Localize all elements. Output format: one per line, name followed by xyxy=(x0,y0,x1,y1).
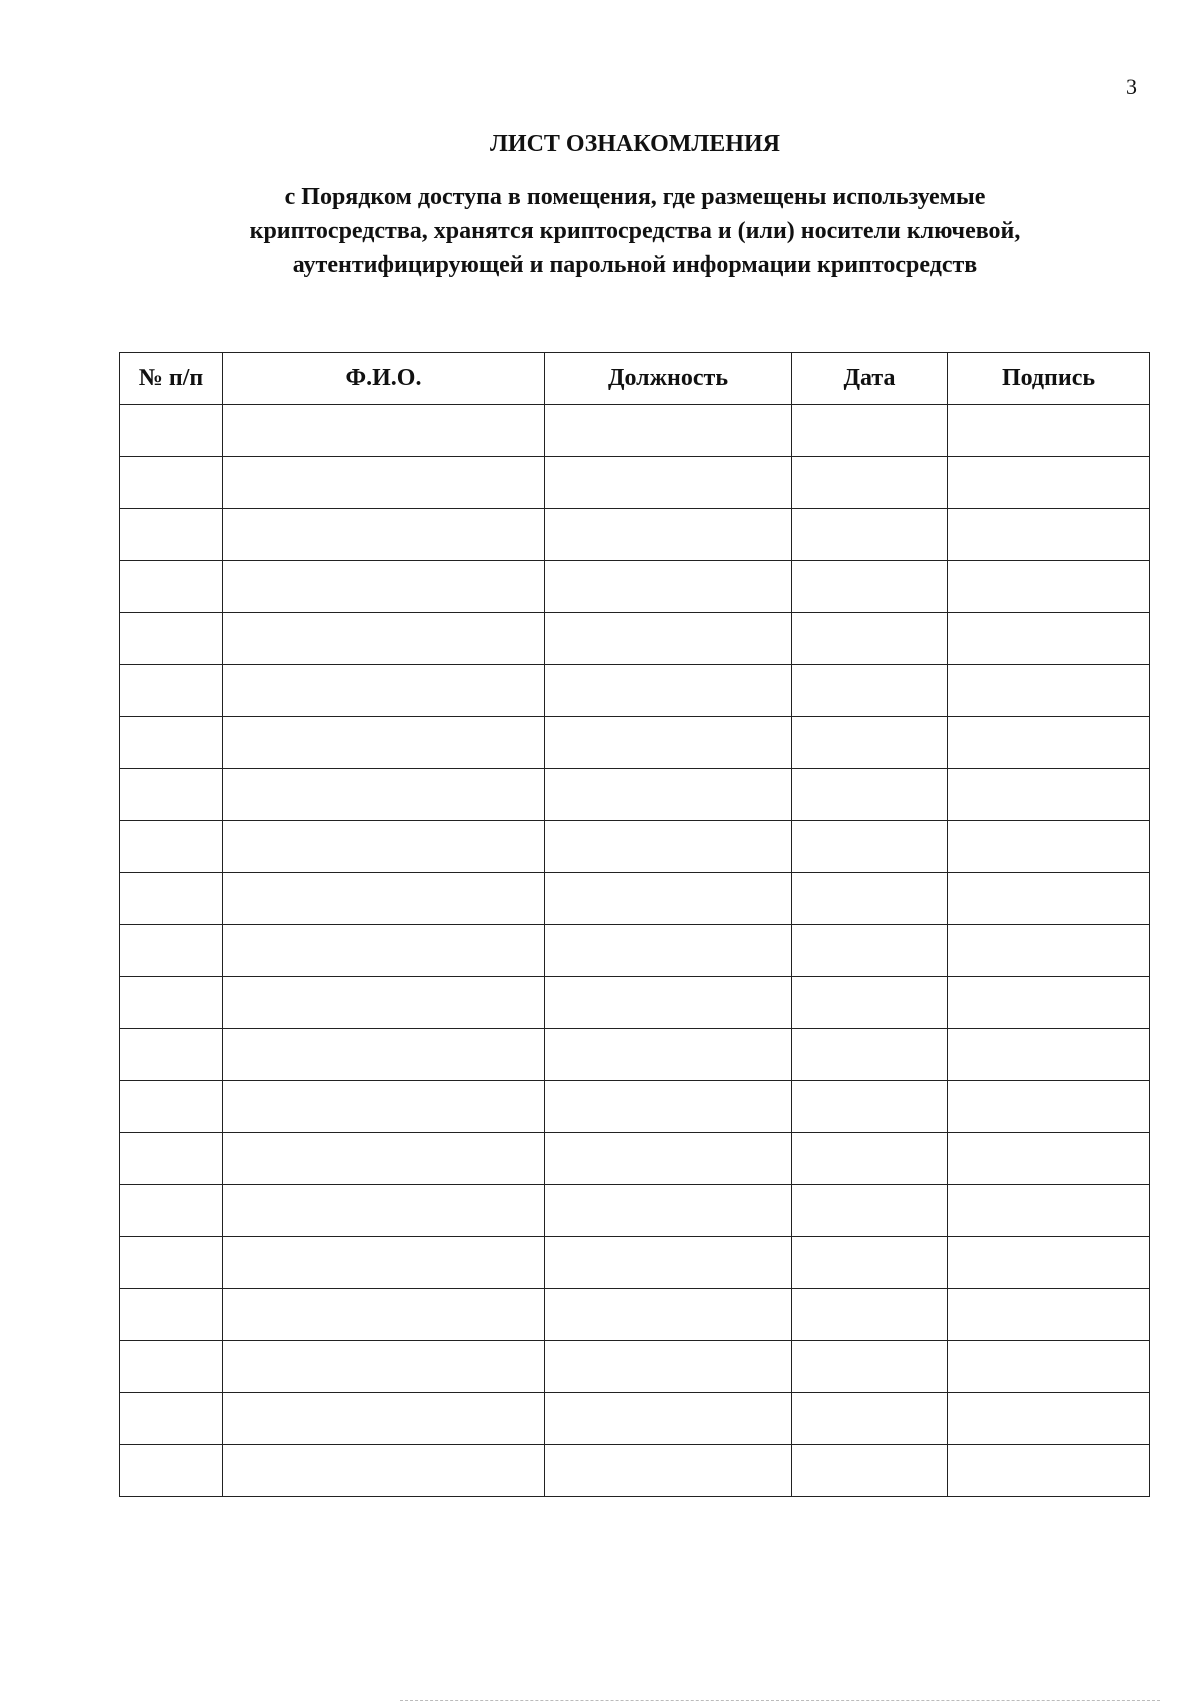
cell-signature[interactable] xyxy=(948,769,1150,821)
cell-date[interactable] xyxy=(792,873,948,925)
cell-full-name[interactable] xyxy=(223,613,545,665)
cell-signature[interactable] xyxy=(948,613,1150,665)
cell-full-name[interactable] xyxy=(223,405,545,457)
cell-date[interactable] xyxy=(792,405,948,457)
cell-date[interactable] xyxy=(792,717,948,769)
cell-number[interactable] xyxy=(120,1341,223,1393)
cell-number[interactable] xyxy=(120,1029,223,1081)
cell-position[interactable] xyxy=(545,1185,792,1237)
column-header-position: Должность xyxy=(545,353,792,405)
cell-signature[interactable] xyxy=(948,405,1150,457)
cell-full-name[interactable] xyxy=(223,769,545,821)
subtitle-line: аутентифицирующей и парольной информации криптосредств xyxy=(292,252,978,278)
cell-number[interactable] xyxy=(120,405,223,457)
cell-signature[interactable] xyxy=(948,509,1150,561)
cell-signature[interactable] xyxy=(948,1393,1150,1445)
table-row xyxy=(120,1185,1150,1237)
cell-number[interactable] xyxy=(120,873,223,925)
cell-position[interactable] xyxy=(545,821,792,873)
cell-date[interactable] xyxy=(792,1445,948,1497)
cell-full-name[interactable] xyxy=(223,873,545,925)
cell-full-name[interactable] xyxy=(223,1185,545,1237)
cell-position[interactable] xyxy=(545,1081,792,1133)
cell-number[interactable] xyxy=(120,457,223,509)
cell-number[interactable] xyxy=(120,925,223,977)
cell-number[interactable] xyxy=(120,717,223,769)
cell-signature[interactable] xyxy=(948,1081,1150,1133)
cell-signature[interactable] xyxy=(948,665,1150,717)
document-subtitle xyxy=(150,180,1120,282)
cell-full-name[interactable] xyxy=(223,1445,545,1497)
cell-number[interactable] xyxy=(120,665,223,717)
subtitle-line: с Порядком доступа в помещения, где размещены используемые xyxy=(284,184,986,210)
cell-position[interactable] xyxy=(545,1133,792,1185)
table-row xyxy=(120,1237,1150,1289)
subtitle-line: криптосредства, хранятся криптосредства и (или) носители ключевой, xyxy=(249,218,1021,244)
table-row xyxy=(120,405,1150,457)
cell-number[interactable] xyxy=(120,1445,223,1497)
cell-full-name[interactable] xyxy=(223,1133,545,1185)
cell-date[interactable] xyxy=(792,1029,948,1081)
column-header-number: № п/п xyxy=(120,353,223,405)
cell-full-name[interactable] xyxy=(223,717,545,769)
cell-position[interactable] xyxy=(545,509,792,561)
cell-position[interactable] xyxy=(545,977,792,1029)
cell-signature[interactable] xyxy=(948,873,1150,925)
cell-number[interactable] xyxy=(120,1393,223,1445)
cell-full-name[interactable] xyxy=(223,457,545,509)
cell-full-name[interactable] xyxy=(223,925,545,977)
table-row xyxy=(120,1133,1150,1185)
cell-full-name[interactable] xyxy=(223,561,545,613)
cell-full-name[interactable] xyxy=(223,1289,545,1341)
cell-full-name[interactable] xyxy=(223,977,545,1029)
cell-position[interactable] xyxy=(545,925,792,977)
cell-date[interactable] xyxy=(792,457,948,509)
cell-signature[interactable] xyxy=(948,977,1150,1029)
cell-full-name[interactable] xyxy=(223,1237,545,1289)
cell-date[interactable] xyxy=(792,561,948,613)
cell-signature[interactable] xyxy=(948,717,1150,769)
table-row xyxy=(120,665,1150,717)
cell-full-name[interactable] xyxy=(223,1081,545,1133)
cell-signature[interactable] xyxy=(948,821,1150,873)
cell-position[interactable] xyxy=(545,613,792,665)
column-header-signature: Подпись xyxy=(948,353,1150,405)
cell-signature[interactable] xyxy=(948,1237,1150,1289)
cell-position[interactable] xyxy=(545,769,792,821)
cell-position[interactable] xyxy=(545,717,792,769)
cell-date[interactable] xyxy=(792,1185,948,1237)
cell-position[interactable] xyxy=(545,405,792,457)
cell-full-name[interactable] xyxy=(223,1341,545,1393)
cell-position[interactable] xyxy=(545,665,792,717)
cell-number[interactable] xyxy=(120,769,223,821)
cell-full-name[interactable] xyxy=(223,821,545,873)
cell-date[interactable] xyxy=(792,1237,948,1289)
cell-number[interactable] xyxy=(120,561,223,613)
table-row xyxy=(120,1289,1150,1341)
cell-position[interactable] xyxy=(545,1341,792,1393)
cell-date[interactable] xyxy=(792,1289,948,1341)
table-row xyxy=(120,821,1150,873)
cell-date[interactable] xyxy=(792,1081,948,1133)
cell-position[interactable] xyxy=(545,1445,792,1497)
cell-signature[interactable] xyxy=(948,1185,1150,1237)
cell-position[interactable] xyxy=(545,1393,792,1445)
cell-number[interactable] xyxy=(120,1185,223,1237)
table-row xyxy=(120,1445,1150,1497)
cell-date[interactable] xyxy=(792,1393,948,1445)
cell-position[interactable] xyxy=(545,873,792,925)
cell-signature[interactable] xyxy=(948,1445,1150,1497)
table-row xyxy=(120,613,1150,665)
column-header-full-name: Ф.И.О. xyxy=(223,353,545,405)
table-row xyxy=(120,873,1150,925)
table-body xyxy=(120,405,1150,1497)
table-row xyxy=(120,1081,1150,1133)
cell-number[interactable] xyxy=(120,613,223,665)
cell-number[interactable] xyxy=(120,509,223,561)
table-row xyxy=(120,717,1150,769)
bottom-scan-rule xyxy=(400,1700,1160,1701)
cell-date[interactable] xyxy=(792,1133,948,1185)
cell-date[interactable] xyxy=(792,821,948,873)
table-row xyxy=(120,509,1150,561)
cell-number[interactable] xyxy=(120,1289,223,1341)
cell-date[interactable] xyxy=(792,769,948,821)
cell-date[interactable] xyxy=(792,509,948,561)
column-header-date: Дата xyxy=(792,353,948,405)
cell-position[interactable] xyxy=(545,457,792,509)
cell-date[interactable] xyxy=(792,665,948,717)
cell-full-name[interactable] xyxy=(223,665,545,717)
table-header-row xyxy=(120,353,1150,405)
table-row xyxy=(120,1393,1150,1445)
cell-position[interactable] xyxy=(545,561,792,613)
cell-signature[interactable] xyxy=(948,1133,1150,1185)
cell-number[interactable] xyxy=(120,1133,223,1185)
cell-position[interactable] xyxy=(545,1237,792,1289)
cell-date[interactable] xyxy=(792,1341,948,1393)
cell-date[interactable] xyxy=(792,925,948,977)
table-row xyxy=(120,1029,1150,1081)
table-row xyxy=(120,561,1150,613)
cell-number[interactable] xyxy=(120,1237,223,1289)
cell-date[interactable] xyxy=(792,977,948,1029)
cell-number[interactable] xyxy=(120,1081,223,1133)
table-row xyxy=(120,769,1150,821)
page-number: 3 xyxy=(1126,74,1137,99)
cell-full-name[interactable] xyxy=(223,1393,545,1445)
cell-position[interactable] xyxy=(545,1289,792,1341)
cell-full-name[interactable] xyxy=(223,509,545,561)
table-row xyxy=(120,977,1150,1029)
cell-signature[interactable] xyxy=(948,561,1150,613)
acknowledgement-table xyxy=(119,352,1150,1497)
cell-date[interactable] xyxy=(792,613,948,665)
table-row xyxy=(120,925,1150,977)
cell-signature[interactable] xyxy=(948,1289,1150,1341)
cell-signature[interactable] xyxy=(948,1341,1150,1393)
cell-signature[interactable] xyxy=(948,457,1150,509)
cell-position[interactable] xyxy=(545,1029,792,1081)
document-title: ЛИСТ ОЗНАКОМЛЕНИЯ xyxy=(490,131,780,157)
cell-signature[interactable] xyxy=(948,1029,1150,1081)
table-row xyxy=(120,1341,1150,1393)
table-row xyxy=(120,457,1150,509)
cell-number[interactable] xyxy=(120,821,223,873)
cell-full-name[interactable] xyxy=(223,1029,545,1081)
cell-number[interactable] xyxy=(120,977,223,1029)
cell-signature[interactable] xyxy=(948,925,1150,977)
